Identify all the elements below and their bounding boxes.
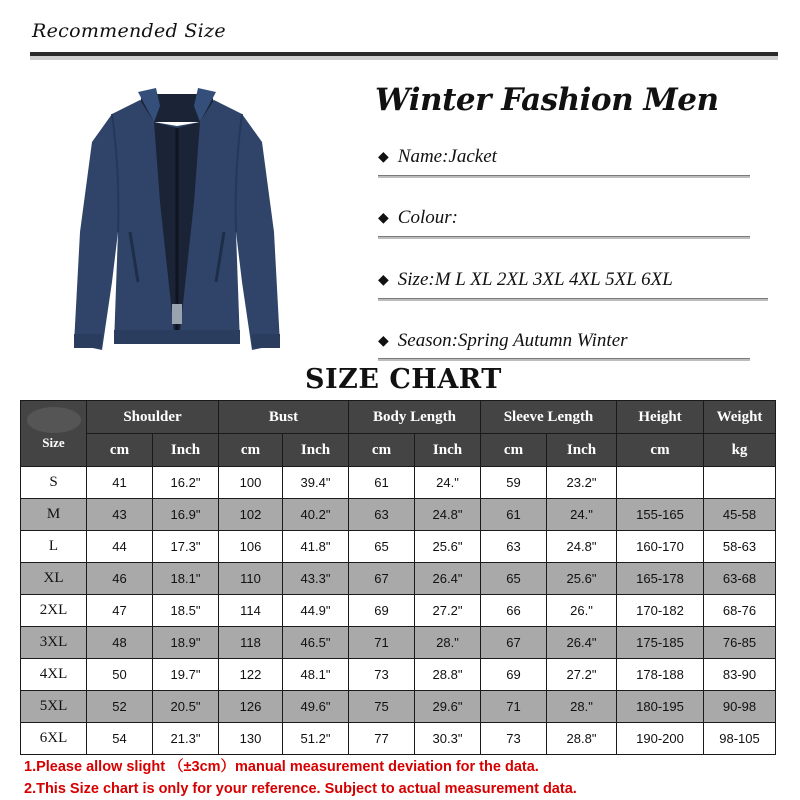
table-cell: 130: [219, 723, 283, 755]
table-cell: 75: [349, 691, 415, 723]
table-cell: 126: [219, 691, 283, 723]
size-chart-body: [21, 467, 776, 755]
table-cell: 43.3": [283, 563, 349, 595]
table-row: [21, 691, 776, 723]
table-cell: 102: [219, 499, 283, 531]
table-cell: 71: [481, 691, 547, 723]
table-cell: 47: [87, 595, 153, 627]
spec-size: [378, 269, 673, 291]
size-cell: 5XL: [21, 691, 87, 723]
table-cell: 77: [349, 723, 415, 755]
table-cell: 27.2": [547, 659, 617, 691]
table-cell: 24.8": [547, 531, 617, 563]
table-cell: 61: [481, 499, 547, 531]
table-cell: 71: [349, 627, 415, 659]
table-cell: 28.": [547, 691, 617, 723]
group-header: Height: [617, 401, 704, 434]
group-header: Body Length: [349, 401, 481, 434]
note-line: 2.This Size chart is only for your reference. Subject to actual measurement data.: [24, 781, 577, 797]
table-cell: [704, 467, 776, 499]
table-cell: 27.2": [415, 595, 481, 627]
size-cell: XL: [21, 563, 87, 595]
size-cell: S: [21, 467, 87, 499]
jacket-illustration: [74, 88, 280, 350]
table-cell: 114: [219, 595, 283, 627]
table-row: [21, 723, 776, 755]
table-cell: 106: [219, 531, 283, 563]
table-cell: 160-170: [617, 531, 704, 563]
table-cell: 170-182: [617, 595, 704, 627]
spec-divider: [378, 175, 750, 178]
table-cell: 66: [481, 595, 547, 627]
spec-colour: [378, 207, 458, 229]
spec-colour-text: Colour:: [397, 207, 458, 228]
group-header: Weight: [704, 401, 776, 434]
recommended-size-heading: Recommended Size: [32, 20, 226, 42]
table-cell: 190-200: [617, 723, 704, 755]
table-cell: 49.6": [283, 691, 349, 723]
table-cell: 98-105: [704, 723, 776, 755]
table-cell: 122: [219, 659, 283, 691]
table-cell: 67: [349, 563, 415, 595]
table-cell: 26.4": [415, 563, 481, 595]
diamond-bullet-icon: ◆: [378, 273, 389, 288]
table-row: [21, 531, 776, 563]
spec-divider: [378, 236, 750, 239]
unit-header: cm: [617, 434, 704, 467]
table-cell: 83-90: [704, 659, 776, 691]
table-cell: 54: [87, 723, 153, 755]
table-cell: 48: [87, 627, 153, 659]
table-cell: 58-63: [704, 531, 776, 563]
unit-header: Inch: [547, 434, 617, 467]
table-cell: 59: [481, 467, 547, 499]
table-cell: 20.5": [153, 691, 219, 723]
table-cell: 51.2": [283, 723, 349, 755]
unit-header: cm: [219, 434, 283, 467]
size-chart-table: [20, 400, 776, 755]
table-cell: 21.3": [153, 723, 219, 755]
table-row: [21, 467, 776, 499]
table-cell: 26.": [547, 595, 617, 627]
table-cell: 24.8": [415, 499, 481, 531]
table-cell: 73: [349, 659, 415, 691]
diamond-bullet-icon: ◆: [378, 150, 389, 165]
size-column-header: [21, 401, 87, 467]
table-cell: 63-68: [704, 563, 776, 595]
table-cell: 68-76: [704, 595, 776, 627]
table-cell: 69: [349, 595, 415, 627]
group-header: Sleeve Length: [481, 401, 617, 434]
table-cell: 28.8": [547, 723, 617, 755]
measurement-notes: [24, 756, 577, 800]
table-cell: 50: [87, 659, 153, 691]
table-cell: 61: [349, 467, 415, 499]
table-cell: 65: [481, 563, 547, 595]
table-cell: [617, 467, 704, 499]
table-cell: 63: [349, 499, 415, 531]
spec-name: [378, 146, 497, 168]
table-cell: 18.5": [153, 595, 219, 627]
size-cell: 3XL: [21, 627, 87, 659]
table-cell: 17.3": [153, 531, 219, 563]
table-cell: 18.1": [153, 563, 219, 595]
spec-size-text: Size:M L XL 2XL 3XL 4XL 5XL 6XL: [397, 269, 673, 290]
table-cell: 52: [87, 691, 153, 723]
table-cell: 16.9": [153, 499, 219, 531]
table-cell: 30.3": [415, 723, 481, 755]
spec-season-text: Season:Spring Autumn Winter: [397, 330, 628, 351]
unit-header: cm: [349, 434, 415, 467]
table-cell: 155-165: [617, 499, 704, 531]
table-cell: 46: [87, 563, 153, 595]
group-header: Shoulder: [87, 401, 219, 434]
table-cell: 63: [481, 531, 547, 563]
diamond-bullet-icon: ◆: [378, 334, 389, 349]
size-cell: 6XL: [21, 723, 87, 755]
table-cell: 41.8": [283, 531, 349, 563]
table-cell: 44.9": [283, 595, 349, 627]
table-row: [21, 595, 776, 627]
table-row: [21, 499, 776, 531]
table-cell: 90-98: [704, 691, 776, 723]
group-header: Bust: [219, 401, 349, 434]
table-cell: 39.4": [283, 467, 349, 499]
table-cell: 25.6": [415, 531, 481, 563]
table-cell: 100: [219, 467, 283, 499]
size-cell: L: [21, 531, 87, 563]
table-cell: 67: [481, 627, 547, 659]
size-header-label: Size: [42, 435, 65, 450]
table-cell: 24.": [547, 499, 617, 531]
product-title: Winter Fashion Men: [375, 82, 719, 118]
spec-divider: [378, 358, 750, 361]
size-header-swatch: [27, 407, 81, 433]
unit-header: cm: [87, 434, 153, 467]
diamond-bullet-icon: ◆: [378, 211, 389, 226]
table-cell: 180-195: [617, 691, 704, 723]
table-cell: 25.6": [547, 563, 617, 595]
table-cell: 76-85: [704, 627, 776, 659]
size-cell: 4XL: [21, 659, 87, 691]
table-cell: 118: [219, 627, 283, 659]
unit-header: Inch: [283, 434, 349, 467]
table-cell: 28.": [415, 627, 481, 659]
unit-header: cm: [481, 434, 547, 467]
spec-name-text: Name:Jacket: [397, 146, 497, 167]
table-cell: 44: [87, 531, 153, 563]
table-cell: 175-185: [617, 627, 704, 659]
table-row: [21, 563, 776, 595]
table-cell: 43: [87, 499, 153, 531]
table-cell: 178-188: [617, 659, 704, 691]
table-cell: 28.8": [415, 659, 481, 691]
unit-header: Inch: [153, 434, 219, 467]
size-cell: 2XL: [21, 595, 87, 627]
table-cell: 29.6": [415, 691, 481, 723]
jacket-image: [72, 82, 282, 358]
spec-divider: [378, 298, 768, 301]
table-cell: 69: [481, 659, 547, 691]
unit-header: Inch: [415, 434, 481, 467]
note-line: 1.Please allow slight （±3cm）manual measurement deviation for the data.: [24, 759, 539, 775]
table-row: [21, 627, 776, 659]
size-chart-title: SIZE CHART: [305, 364, 502, 395]
table-cell: 110: [219, 563, 283, 595]
table-cell: 73: [481, 723, 547, 755]
size-cell: M: [21, 499, 87, 531]
table-cell: 40.2": [283, 499, 349, 531]
table-cell: 165-178: [617, 563, 704, 595]
heading-divider: [30, 52, 778, 60]
table-cell: 16.2": [153, 467, 219, 499]
unit-header: kg: [704, 434, 776, 467]
table-cell: 24.": [415, 467, 481, 499]
table-cell: 23.2": [547, 467, 617, 499]
table-cell: 26.4": [547, 627, 617, 659]
table-cell: 48.1": [283, 659, 349, 691]
table-row: [21, 659, 776, 691]
table-cell: 45-58: [704, 499, 776, 531]
table-cell: 46.5": [283, 627, 349, 659]
table-cell: 41: [87, 467, 153, 499]
table-cell: 65: [349, 531, 415, 563]
table-cell: 19.7": [153, 659, 219, 691]
spec-season: [378, 330, 628, 352]
table-cell: 18.9": [153, 627, 219, 659]
